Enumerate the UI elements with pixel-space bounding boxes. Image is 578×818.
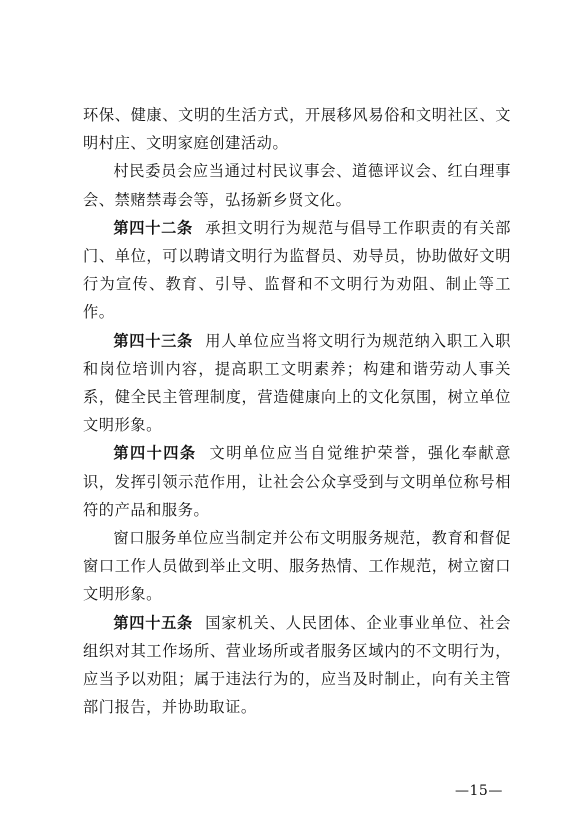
paragraph-text: 村民委员会应当通过村民议事会、道德评议会、红白理事会、禁赌禁毒会等，弘扬新乡贤文化。 xyxy=(83,162,511,209)
article-paragraph xyxy=(83,214,511,327)
article-paragraph xyxy=(83,439,511,524)
article-number: 第四十五条 xyxy=(113,613,193,632)
article-paragraph xyxy=(83,327,511,440)
page-number: —15— xyxy=(455,783,503,799)
paragraph-text: 环保、健康、文明的生活方式，开展移风易俗和文明社区、文明村庄、文明家庭创建活动。 xyxy=(83,106,511,153)
paragraph-text: 窗口服务单位应当制定并公布文明服务规范，教育和督促窗口工作人员做到举止文明、服务热情、工作规范，树立窗口文明形象。 xyxy=(83,529,511,604)
paragraph-text: 用人单位应当将文明行为规范纳入职工入职和岗位培训内容，提高职工文明素养；构建和谐劳动人事关系，健全民主管理制度，营造健康向上的文化氛围，树立单位文明形象。 xyxy=(83,331,511,435)
paragraph xyxy=(83,101,511,157)
paragraph xyxy=(83,524,511,609)
paragraph xyxy=(83,157,511,213)
paragraph-text: 国家机关、人民团体、企业事业单位、社会组织对其工作场所、营业场所或者服务区域内的不文明行为，应当予以劝阻；属于违法行为的，应当及时制止，向有关主管部门报告，并协助取证。 xyxy=(83,613,511,717)
article-number: 第四十二条 xyxy=(113,218,193,237)
article-number: 第四十四条 xyxy=(113,444,197,463)
article-paragraph xyxy=(83,609,511,722)
article-number: 第四十三条 xyxy=(113,331,193,350)
paragraph-text: 承担文明行为规范与倡导工作职责的有关部门、单位，可以聘请文明行为监督员、劝导员，协助做好文明行为宣传、教育、引导、监督和不文明行为劝阻、制止等工作。 xyxy=(83,218,511,322)
paragraph-text: 文明单位应当自觉维护荣誉，强化奉献意识，发挥引领示范作用，让社会公众享受到与文明单位称号相符的产品和服务。 xyxy=(83,444,511,519)
body-text xyxy=(83,101,511,721)
